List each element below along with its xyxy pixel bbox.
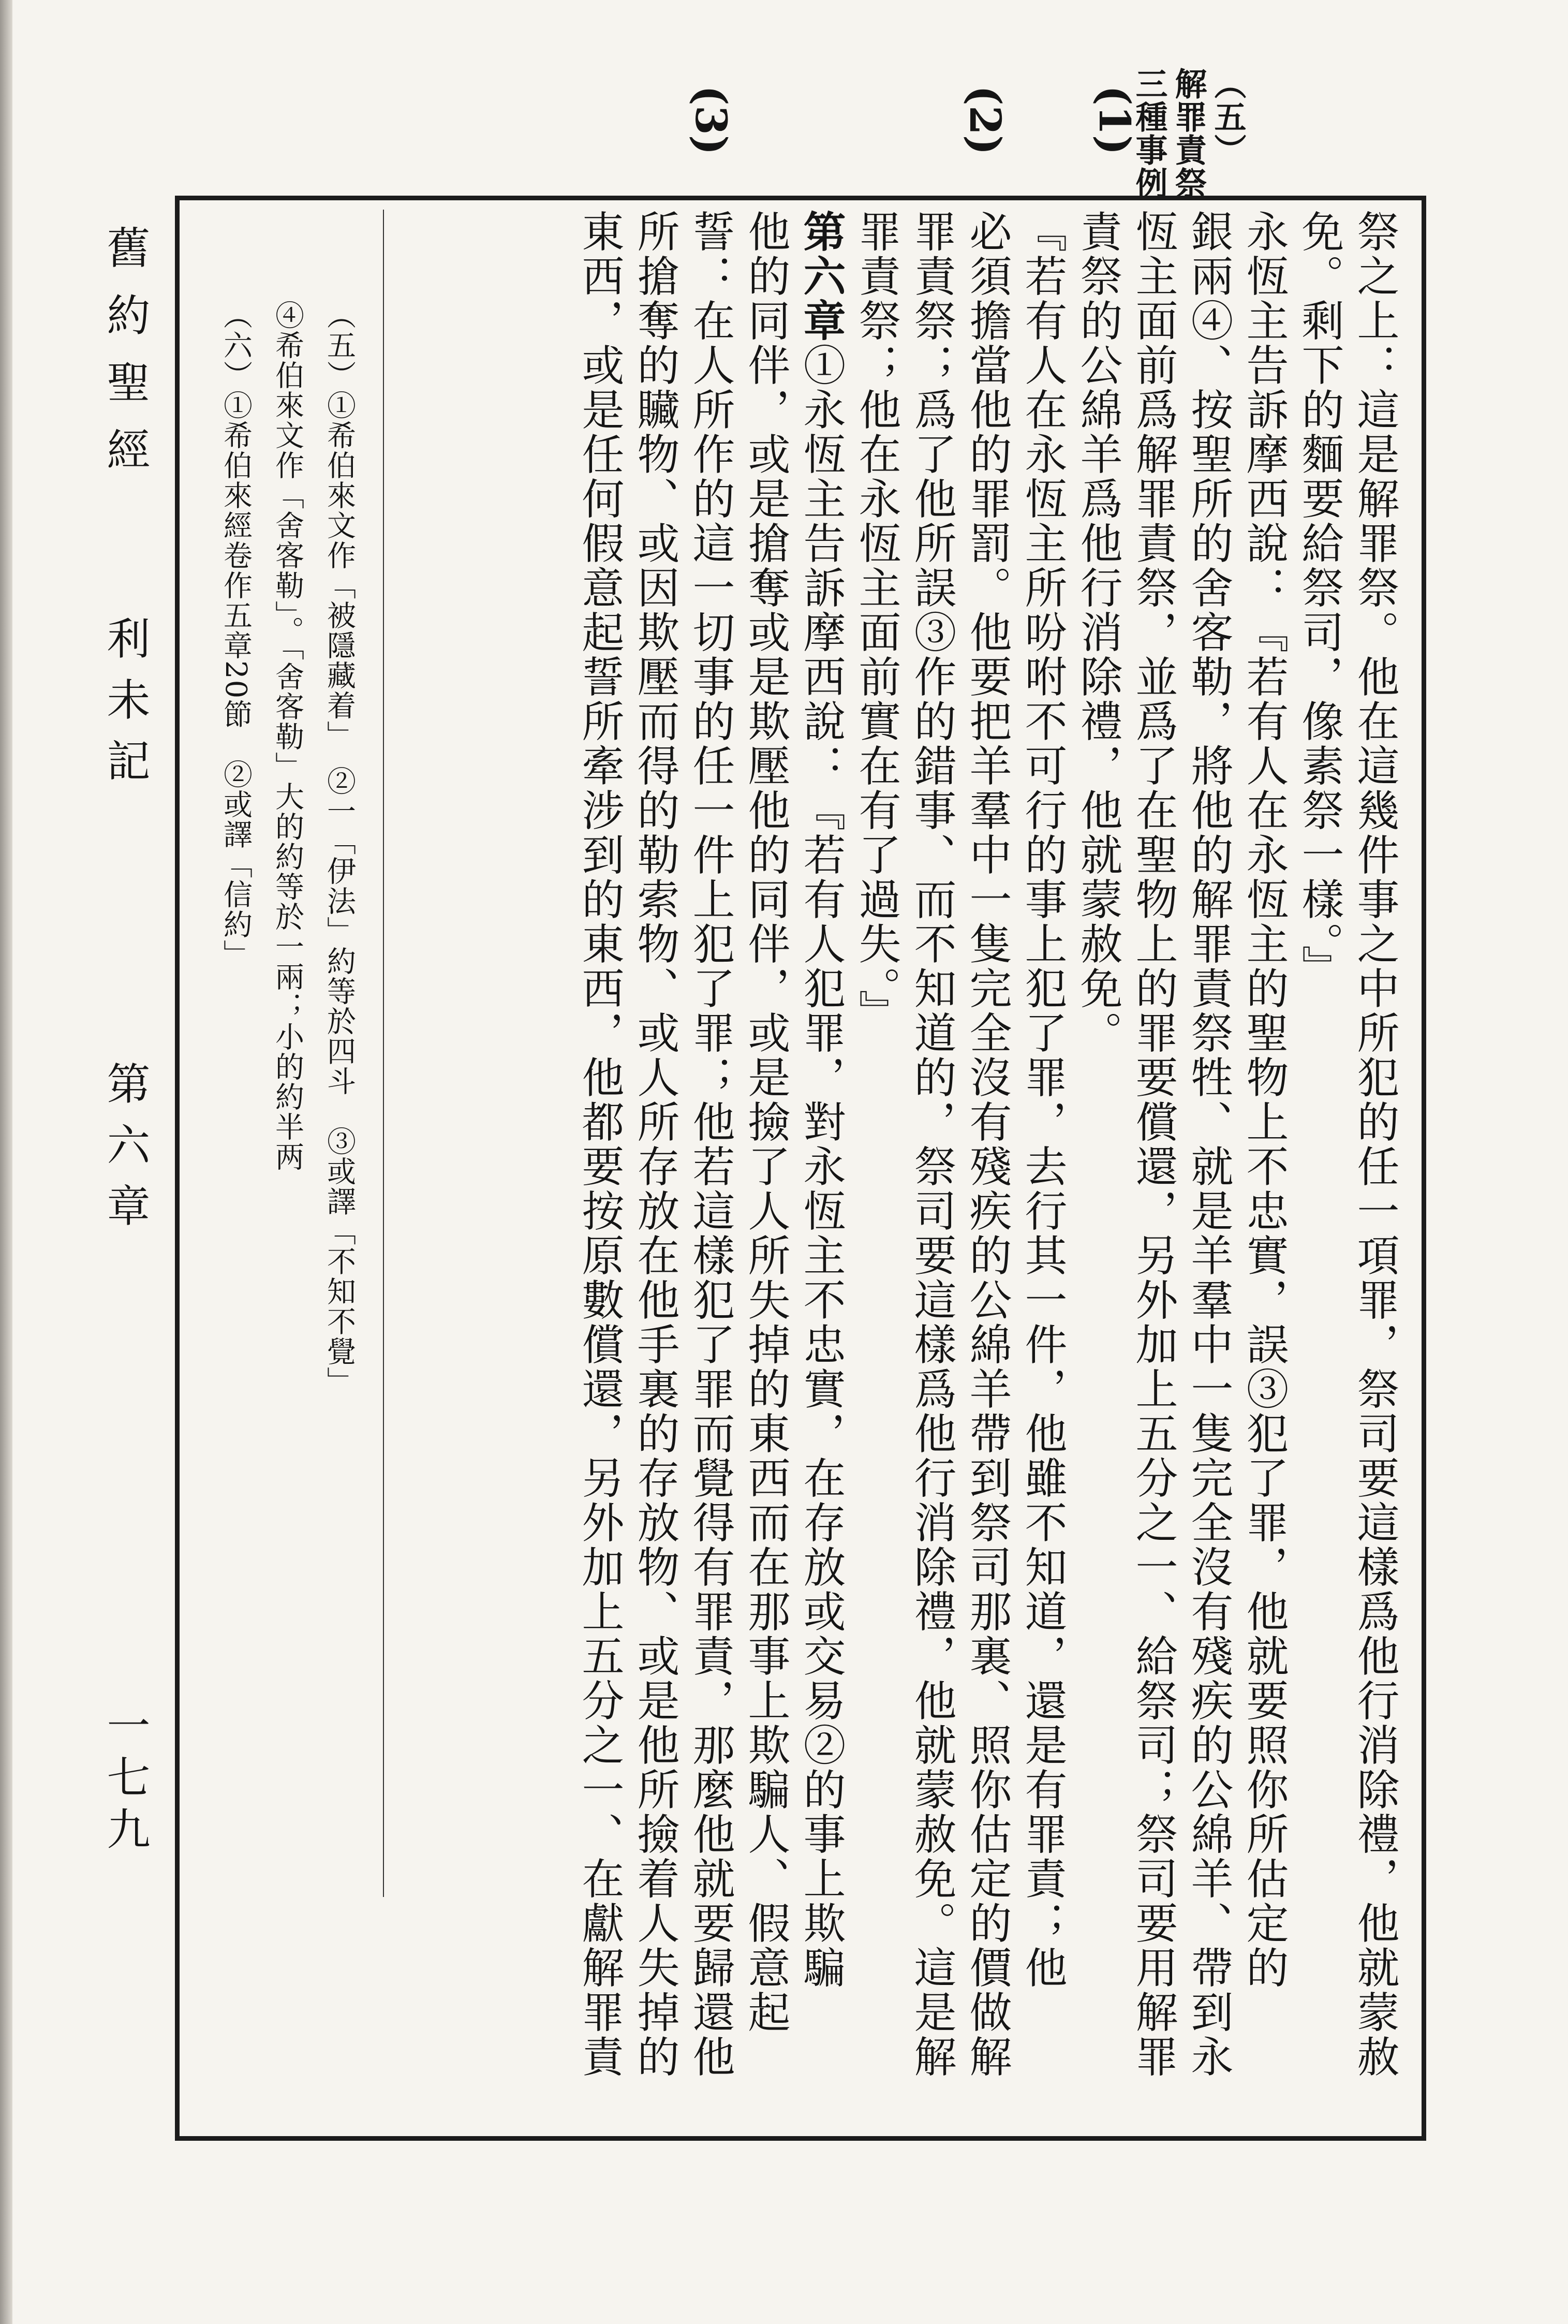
body-column: 罪責祭；爲了他所誤③作的錯事、而不知道的，祭司要這樣爲他行消除禮，他就蒙赦免。這是解 xyxy=(907,210,956,2079)
item-number-1: (1) xyxy=(1089,85,1139,155)
chapter-column: 東西，或是任何假意起誓所牽涉到的東西，他都要按原數償還，另外加上五分之一、在獻解罪責 xyxy=(575,210,624,2079)
page-edge xyxy=(0,0,12,2324)
footnote: （六）①希伯來經卷作五章20節 ②或譯「信約」 xyxy=(219,300,253,970)
running-header-chapter: 第六章 xyxy=(100,1061,151,1244)
section-heading-line-2: 三種事例 xyxy=(1130,67,1168,200)
footnote: （五）①希伯來文作「被隱藏着」 ②一「伊法」約等於四斗 ③或譯「不知不覺」 xyxy=(322,300,356,1396)
body-column: 罪責祭；他在永恆主面前實在有了過失。』 xyxy=(852,210,901,1034)
section-heading xyxy=(1130,67,1247,200)
chapter-column: 誓：在人所作的這一切事的任一件上犯了罪；他若這樣犯了罪而覺得有罪責，那麼他就要歸還他 xyxy=(686,210,735,2079)
footnotes xyxy=(210,300,365,1853)
body-column: 『若有人在永恆主所吩咐不可行的事上犯了罪，去行其一件，他雖不知道，還是有罪責；他 xyxy=(1018,210,1067,1990)
body-column: 必須擔當他的罪罰。他要把羊羣中一隻完全沒有殘疾的公綿羊帶到祭司那裏、照你估定的價做解 xyxy=(963,210,1012,2079)
body-column: 恆主面前爲解罪責祭，並爲了在聖物上的罪要償還，另外加上五分之一、給祭司；祭司要用解罪 xyxy=(1129,210,1178,2079)
body-text xyxy=(575,210,1402,2125)
page-number: 一七九 xyxy=(100,1703,151,1858)
body-column: 免。剩下的麵要給祭司，像素祭一樣。』 xyxy=(1295,210,1344,990)
body-column: 銀兩④、按聖所的舍客勒，將他的解罪責祭牲、就是羊羣中一隻完全沒有殘疾的公綿羊、帶到永 xyxy=(1184,210,1233,2079)
chapter-column: 所搶奪的贜物、或因欺壓而得的勒索物、或人所存放在他手裏的存放物、或是他所撿着人失掉的 xyxy=(630,210,679,2079)
chapter-heading: 第六章 xyxy=(796,210,846,343)
chapter-first-column xyxy=(793,210,849,2125)
body-column: 永恆主告訴摩西說：『若有人在永恆主的聖物上不忠實，誤③犯了罪，他就要照你所估定的 xyxy=(1239,210,1289,1990)
item-number-2: (2) xyxy=(960,85,1010,155)
footnote-rule xyxy=(383,210,384,1897)
section-heading-line-1: 解罪責祭 xyxy=(1170,67,1207,200)
running-header-book-name: 利未記 xyxy=(100,616,151,799)
footnote: ④希伯來文作「舍客勒」。「舍客勒」大的約等於一兩；小的約半两 xyxy=(271,300,304,1172)
body-column: 責祭的公綿羊爲他行消除禮，他就蒙赦免。 xyxy=(1073,210,1122,1055)
section-heading-number: （五） xyxy=(1209,67,1247,167)
running-header-book: 舊約聖經 xyxy=(100,225,151,494)
chapter-column: 他的同伴，或是搶奪或是欺壓他的同伴，或是撿了人所失掉的東西而在那事上欺騙人、假意起 xyxy=(741,210,790,2035)
chapter-text: ①永恆主告訴摩西說：『若有人犯罪，對永恆主不忠實，在存放或交易②的事上欺騙 xyxy=(796,343,846,1990)
item-number-3: (3) xyxy=(686,85,735,155)
body-column: 祭之上：這是解罪祭。他在這幾件事之中所犯的任一項罪，祭司要這樣爲他行消除禮，他就蒙赦 xyxy=(1350,210,1399,2079)
